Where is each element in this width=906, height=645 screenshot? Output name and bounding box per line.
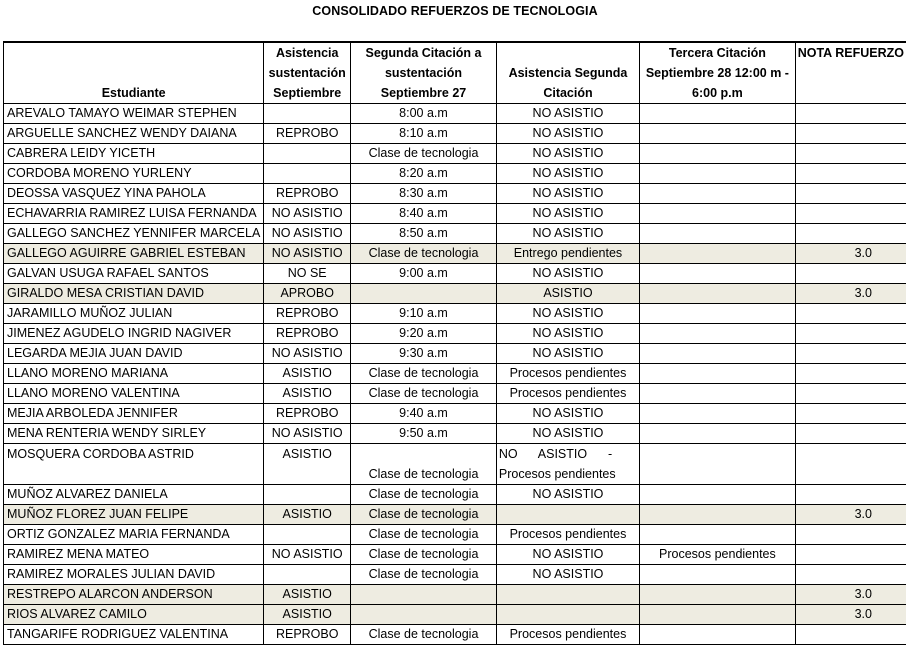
cell-segunda-citacion[interactable]: Clase de tecnologia (351, 444, 497, 485)
cell-asistencia-segunda[interactable]: NO ASISTIO (496, 224, 639, 244)
cell-segunda-citacion[interactable]: 9:40 a.m (351, 404, 497, 424)
table-row (4, 184, 906, 204)
cell-segunda-citacion[interactable]: 8:00 a.m (351, 104, 497, 124)
cell-estudiante[interactable]: ARGUELLE SANCHEZ WENDY DAIANA (4, 124, 264, 144)
cell-nota-refuerzo[interactable] (795, 304, 906, 324)
table-row (4, 124, 906, 144)
table-row (4, 264, 906, 284)
cell-segunda-citacion[interactable] (351, 605, 497, 625)
cell-nota-refuerzo[interactable]: 3.0 (795, 284, 906, 304)
cell-segunda-citacion[interactable]: 9:10 a.m (351, 304, 497, 324)
cell-asistencia-sustentacion[interactable]: REPROBO (264, 404, 351, 424)
cell-asistencia-segunda[interactable]: Procesos pendientes (496, 525, 639, 545)
cell-tercera-citacion[interactable] (640, 104, 796, 124)
cell-segunda-citacion[interactable]: Clase de tecnologia (351, 384, 497, 404)
cell-segunda-citacion[interactable]: Clase de tecnologia (351, 525, 497, 545)
cell-tercera-citacion[interactable] (640, 324, 796, 344)
cell-segunda-citacion[interactable]: Clase de tecnologia (351, 144, 497, 164)
cell-asistencia-sustentacion[interactable]: NO ASISTIO (264, 244, 351, 264)
cell-segunda-citacion[interactable]: 9:00 a.m (351, 264, 497, 284)
cell-estudiante[interactable]: CORDOBA MORENO YURLENY (4, 164, 264, 184)
cell-segunda-citacion[interactable] (351, 284, 497, 304)
table-row (4, 605, 906, 625)
cell-segunda-citacion[interactable]: Clase de tecnologia (351, 625, 497, 645)
cell-estudiante[interactable]: MENA RENTERIA WENDY SIRLEY (4, 424, 264, 444)
cell-estudiante[interactable]: TANGARIFE RODRIGUEZ VALENTINA (4, 625, 264, 645)
table-row (4, 404, 906, 424)
cell-asistencia-sustentacion[interactable]: NO ASISTIO (264, 424, 351, 444)
cell-asistencia-segunda[interactable] (496, 444, 639, 485)
cell-tercera-citacion[interactable] (640, 485, 796, 505)
cell-asistencia-segunda[interactable]: NO ASISTIO (496, 344, 639, 364)
col-header-estudiante[interactable]: Estudiante (4, 42, 264, 104)
cell-asistencia-segunda[interactable]: ASISTIO (496, 284, 639, 304)
cell-asistencia-segunda[interactable]: NO ASISTIO (496, 164, 639, 184)
cell-tercera-citacion[interactable] (640, 424, 796, 444)
cell-segunda-citacion[interactable]: Clase de tecnologia (351, 505, 497, 525)
cell-estudiante[interactable]: RESTREPO ALARCON ANDERSON (4, 585, 264, 605)
cell-asistencia-segunda[interactable]: Procesos pendientes (496, 384, 639, 404)
cell-asistencia-sustentacion[interactable]: NO SE (264, 264, 351, 284)
cell-asistencia-sustentacion[interactable]: REPROBO (264, 184, 351, 204)
table-row (4, 344, 906, 364)
cell-nota-refuerzo[interactable] (795, 545, 906, 565)
cell-tercera-citacion[interactable] (640, 224, 796, 244)
cell-tercera-citacion[interactable] (640, 144, 796, 164)
cell-segunda-citacion[interactable]: Clase de tecnologia (351, 364, 497, 384)
cell-segunda-citacion[interactable]: Clase de tecnologia (351, 565, 497, 585)
cell-tercera-citacion[interactable] (640, 364, 796, 384)
cell-asistencia-segunda[interactable] (496, 585, 639, 605)
cell-asistencia-sustentacion[interactable]: ASISTIO (264, 444, 351, 485)
cell-asistencia-sustentacion[interactable]: NO ASISTIO (264, 545, 351, 565)
cell-estudiante[interactable]: JARAMILLO MUÑOZ JULIAN (4, 304, 264, 324)
cell-estudiante[interactable]: DEOSSA VASQUEZ YINA PAHOLA (4, 184, 264, 204)
cell-tercera-citacion[interactable] (640, 505, 796, 525)
col-header-nota-refuerzo[interactable]: NOTA REFUERZO (795, 42, 906, 104)
table-row (4, 485, 906, 505)
cell-segunda-citacion[interactable]: 8:10 a.m (351, 124, 497, 144)
cell-nota-refuerzo[interactable] (795, 224, 906, 244)
col-header-asistencia-sustentacion[interactable]: Asistencia sustentación Septiembre (264, 42, 351, 104)
table-row (4, 525, 906, 545)
cell-nota-refuerzo[interactable] (795, 424, 906, 444)
cell-segunda-citacion[interactable]: 8:20 a.m (351, 164, 497, 184)
cell-nota-refuerzo[interactable] (795, 204, 906, 224)
cell-nota-refuerzo[interactable] (795, 485, 906, 505)
cell-asistencia-segunda[interactable]: NO ASISTIO (496, 104, 639, 124)
cell-asistencia-segunda[interactable] (496, 605, 639, 625)
cell-nota-refuerzo[interactable] (795, 344, 906, 364)
cell-asistencia-sustentacion[interactable] (264, 164, 351, 184)
cell-asistencia-sustentacion[interactable]: REPROBO (264, 124, 351, 144)
cell-segunda-citacion[interactable]: 9:50 a.m (351, 424, 497, 444)
cell-asistencia-sustentacion[interactable]: ASISTIO (264, 384, 351, 404)
cell-segunda-citacion[interactable]: Clase de tecnologia (351, 244, 497, 264)
cell-estudiante[interactable]: JIMENEZ AGUDELO INGRID NAGIVER (4, 324, 264, 344)
cell-estudiante[interactable]: ECHAVARRIA RAMIREZ LUISA FERNANDA (4, 204, 264, 224)
cell-nota-refuerzo[interactable]: 3.0 (795, 605, 906, 625)
cell-asistencia-segunda[interactable]: NO ASISTIO (496, 324, 639, 344)
cell-estudiante[interactable]: MUÑOZ ALVAREZ DANIELA (4, 485, 264, 505)
table-row (4, 565, 906, 585)
table-row (4, 444, 906, 485)
table-row (4, 164, 906, 184)
cell-asistencia-sustentacion[interactable]: NO ASISTIO (264, 204, 351, 224)
cell-estudiante[interactable]: GALLEGO SANCHEZ YENNIFER MARCELA (4, 224, 264, 244)
cell-tercera-citacion[interactable] (640, 204, 796, 224)
cell-estudiante[interactable]: ORTIZ GONZALEZ MARIA FERNANDA (4, 525, 264, 545)
cell-tercera-citacion[interactable] (640, 244, 796, 264)
cell-estudiante[interactable]: AREVALO TAMAYO WEIMAR STEPHEN (4, 104, 264, 124)
cell-tercera-citacion[interactable] (640, 384, 796, 404)
cell-estudiante[interactable]: CABRERA LEIDY YICETH (4, 144, 264, 164)
table-row (4, 144, 906, 164)
cell-segunda-citacion[interactable]: 8:50 a.m (351, 224, 497, 244)
table-row (4, 304, 906, 324)
col-header-tercera-citacion[interactable]: Tercera Citación Septiembre 28 12:00 m - 6:00 p.m (640, 42, 796, 104)
cell-nota-refuerzo[interactable] (795, 404, 906, 424)
cell-tercera-citacion[interactable] (640, 304, 796, 324)
cell-nota-refuerzo[interactable]: 3.0 (795, 244, 906, 264)
cell-estudiante[interactable]: LLANO MORENO VALENTINA (4, 384, 264, 404)
table-row (4, 224, 906, 244)
cell-tercera-citacion[interactable] (640, 525, 796, 545)
cell-segunda-citacion[interactable]: 9:20 a.m (351, 324, 497, 344)
table-row (4, 364, 906, 384)
cell-nota-refuerzo[interactable] (795, 364, 906, 384)
cell-tercera-citacion[interactable] (640, 124, 796, 144)
cell-segunda-citacion[interactable] (351, 585, 497, 605)
cell-estudiante[interactable]: GALVAN USUGA RAFAEL SANTOS (4, 264, 264, 284)
cell-nota-refuerzo[interactable] (795, 625, 906, 645)
cell-asistencia-segunda[interactable]: NO ASISTIO (496, 144, 639, 164)
cell-estudiante[interactable]: RAMIREZ MENA MATEO (4, 545, 264, 565)
cell-asistencia-sustentacion[interactable]: REPROBO (264, 625, 351, 645)
cell-estudiante[interactable]: MEJIA ARBOLEDA JENNIFER (4, 404, 264, 424)
cell-nota-refuerzo[interactable] (795, 104, 906, 124)
cell-nota-refuerzo[interactable] (795, 444, 906, 485)
cell-estudiante[interactable]: GIRALDO MESA CRISTIAN DAVID (4, 284, 264, 304)
cell-nota-refuerzo[interactable] (795, 264, 906, 284)
cell-nota-refuerzo[interactable] (795, 124, 906, 144)
cell-nota-refuerzo[interactable] (795, 525, 906, 545)
cell-tercera-citacion[interactable] (640, 585, 796, 605)
cell-nota-refuerzo[interactable]: 3.0 (795, 505, 906, 525)
cell-segunda-citacion[interactable]: 8:30 a.m (351, 184, 497, 204)
table-body (4, 104, 906, 645)
col-header-segunda-citacion[interactable]: Segunda Citación a sustentación Septiembre 27 (351, 42, 497, 104)
header-row (4, 42, 906, 104)
cell-segunda-citacion[interactable]: Clase de tecnologia (351, 485, 497, 505)
table-row (4, 384, 906, 404)
cell-nota-refuerzo[interactable] (795, 565, 906, 585)
sheet-title: CONSOLIDADO REFUERZOS DE TECNOLOGIA (0, 4, 906, 18)
cell-asistencia-sustentacion[interactable]: REPROBO (264, 304, 351, 324)
cell-nota-refuerzo[interactable] (795, 144, 906, 164)
table-row (4, 324, 906, 344)
cell-asistencia-segunda[interactable]: Procesos pendientes (496, 364, 639, 384)
cell-asistencia-sustentacion[interactable]: ASISTIO (264, 605, 351, 625)
cell-tercera-citacion[interactable] (640, 284, 796, 304)
cell-tercera-citacion[interactable] (640, 605, 796, 625)
cell-estudiante[interactable]: LEGARDA MEJIA JUAN DAVID (4, 344, 264, 364)
cell-asistencia-sustentacion[interactable]: ASISTIO (264, 585, 351, 605)
table-row (4, 204, 906, 224)
cell-tercera-citacion[interactable]: Procesos pendientes (640, 545, 796, 565)
cell-asistencia-sustentacion[interactable]: NO ASISTIO (264, 224, 351, 244)
cell-asistencia-segunda[interactable]: NO ASISTIO (496, 404, 639, 424)
cell-asistencia-segunda[interactable] (496, 505, 639, 525)
cell-estudiante[interactable]: MUÑOZ FLOREZ JUAN FELIPE (4, 505, 264, 525)
table-row (4, 505, 906, 525)
table-row (4, 244, 906, 264)
cell-estudiante[interactable]: RIOS ALVAREZ CAMILO (4, 605, 264, 625)
table-row (4, 545, 906, 565)
cell-asistencia-sustentacion[interactable]: ASISTIO (264, 505, 351, 525)
cell-asistencia-sustentacion[interactable] (264, 104, 351, 124)
cell-asistencia-sustentacion[interactable] (264, 525, 351, 545)
table-row (4, 424, 906, 444)
cell-tercera-citacion[interactable] (640, 264, 796, 284)
cell-asistencia-segunda[interactable]: NO ASISTIO (496, 545, 639, 565)
refuerzos-table (3, 41, 906, 645)
cell-nota-refuerzo[interactable] (795, 324, 906, 344)
cell-segunda-citacion[interactable]: Clase de tecnologia (351, 545, 497, 565)
col-header-asistencia-segunda[interactable]: Asistencia Segunda Citación (496, 42, 639, 104)
cell-nota-refuerzo[interactable] (795, 184, 906, 204)
cell-asistencia-segunda[interactable]: NO ASISTIO (496, 485, 639, 505)
cell-nota-refuerzo[interactable] (795, 384, 906, 404)
cell-line: Procesos pendientes (499, 464, 636, 484)
table-row (4, 585, 906, 605)
cell-asistencia-segunda[interactable]: NO ASISTIO (496, 124, 639, 144)
cell-tercera-citacion[interactable] (640, 404, 796, 424)
cell-estudiante[interactable]: GALLEGO AGUIRRE GABRIEL ESTEBAN (4, 244, 264, 264)
cell-asistencia-sustentacion[interactable] (264, 144, 351, 164)
cell-asistencia-sustentacion[interactable]: APROBO (264, 284, 351, 304)
cell-asistencia-segunda[interactable]: NO ASISTIO (496, 204, 639, 224)
cell-asistencia-sustentacion[interactable]: REPROBO (264, 324, 351, 344)
table-row (4, 284, 906, 304)
cell-asistencia-segunda[interactable]: NO ASISTIO (496, 424, 639, 444)
cell-estudiante[interactable]: MOSQUERA CORDOBA ASTRID (4, 444, 264, 485)
cell-tercera-citacion[interactable] (640, 344, 796, 364)
cell-tercera-citacion[interactable] (640, 625, 796, 645)
cell-asistencia-segunda[interactable]: Entrego pendientes (496, 244, 639, 264)
cell-tercera-citacion[interactable] (640, 164, 796, 184)
cell-asistencia-sustentacion[interactable] (264, 565, 351, 585)
cell-asistencia-segunda[interactable]: NO ASISTIO (496, 304, 639, 324)
cell-asistencia-segunda[interactable]: Procesos pendientes (496, 625, 639, 645)
cell-asistencia-sustentacion[interactable]: NO ASISTIO (264, 344, 351, 364)
cell-asistencia-segunda[interactable]: NO ASISTIO (496, 264, 639, 284)
cell-estudiante[interactable]: LLANO MORENO MARIANA (4, 364, 264, 384)
cell-asistencia-sustentacion[interactable]: ASISTIO (264, 364, 351, 384)
cell-segunda-citacion[interactable]: 9:30 a.m (351, 344, 497, 364)
cell-nota-refuerzo[interactable]: 3.0 (795, 585, 906, 605)
cell-tercera-citacion[interactable] (640, 565, 796, 585)
cell-asistencia-sustentacion[interactable] (264, 485, 351, 505)
cell-nota-refuerzo[interactable] (795, 164, 906, 184)
cell-tercera-citacion[interactable] (640, 444, 796, 485)
cell-line: NO ASISTIO - (499, 444, 636, 464)
cell-asistencia-segunda[interactable]: NO ASISTIO (496, 184, 639, 204)
cell-estudiante[interactable]: RAMIREZ MORALES JULIAN DAVID (4, 565, 264, 585)
table-row (4, 625, 906, 645)
cell-tercera-citacion[interactable] (640, 184, 796, 204)
cell-segunda-citacion[interactable]: 8:40 a.m (351, 204, 497, 224)
cell-asistencia-segunda[interactable]: NO ASISTIO (496, 565, 639, 585)
table-row (4, 104, 906, 124)
